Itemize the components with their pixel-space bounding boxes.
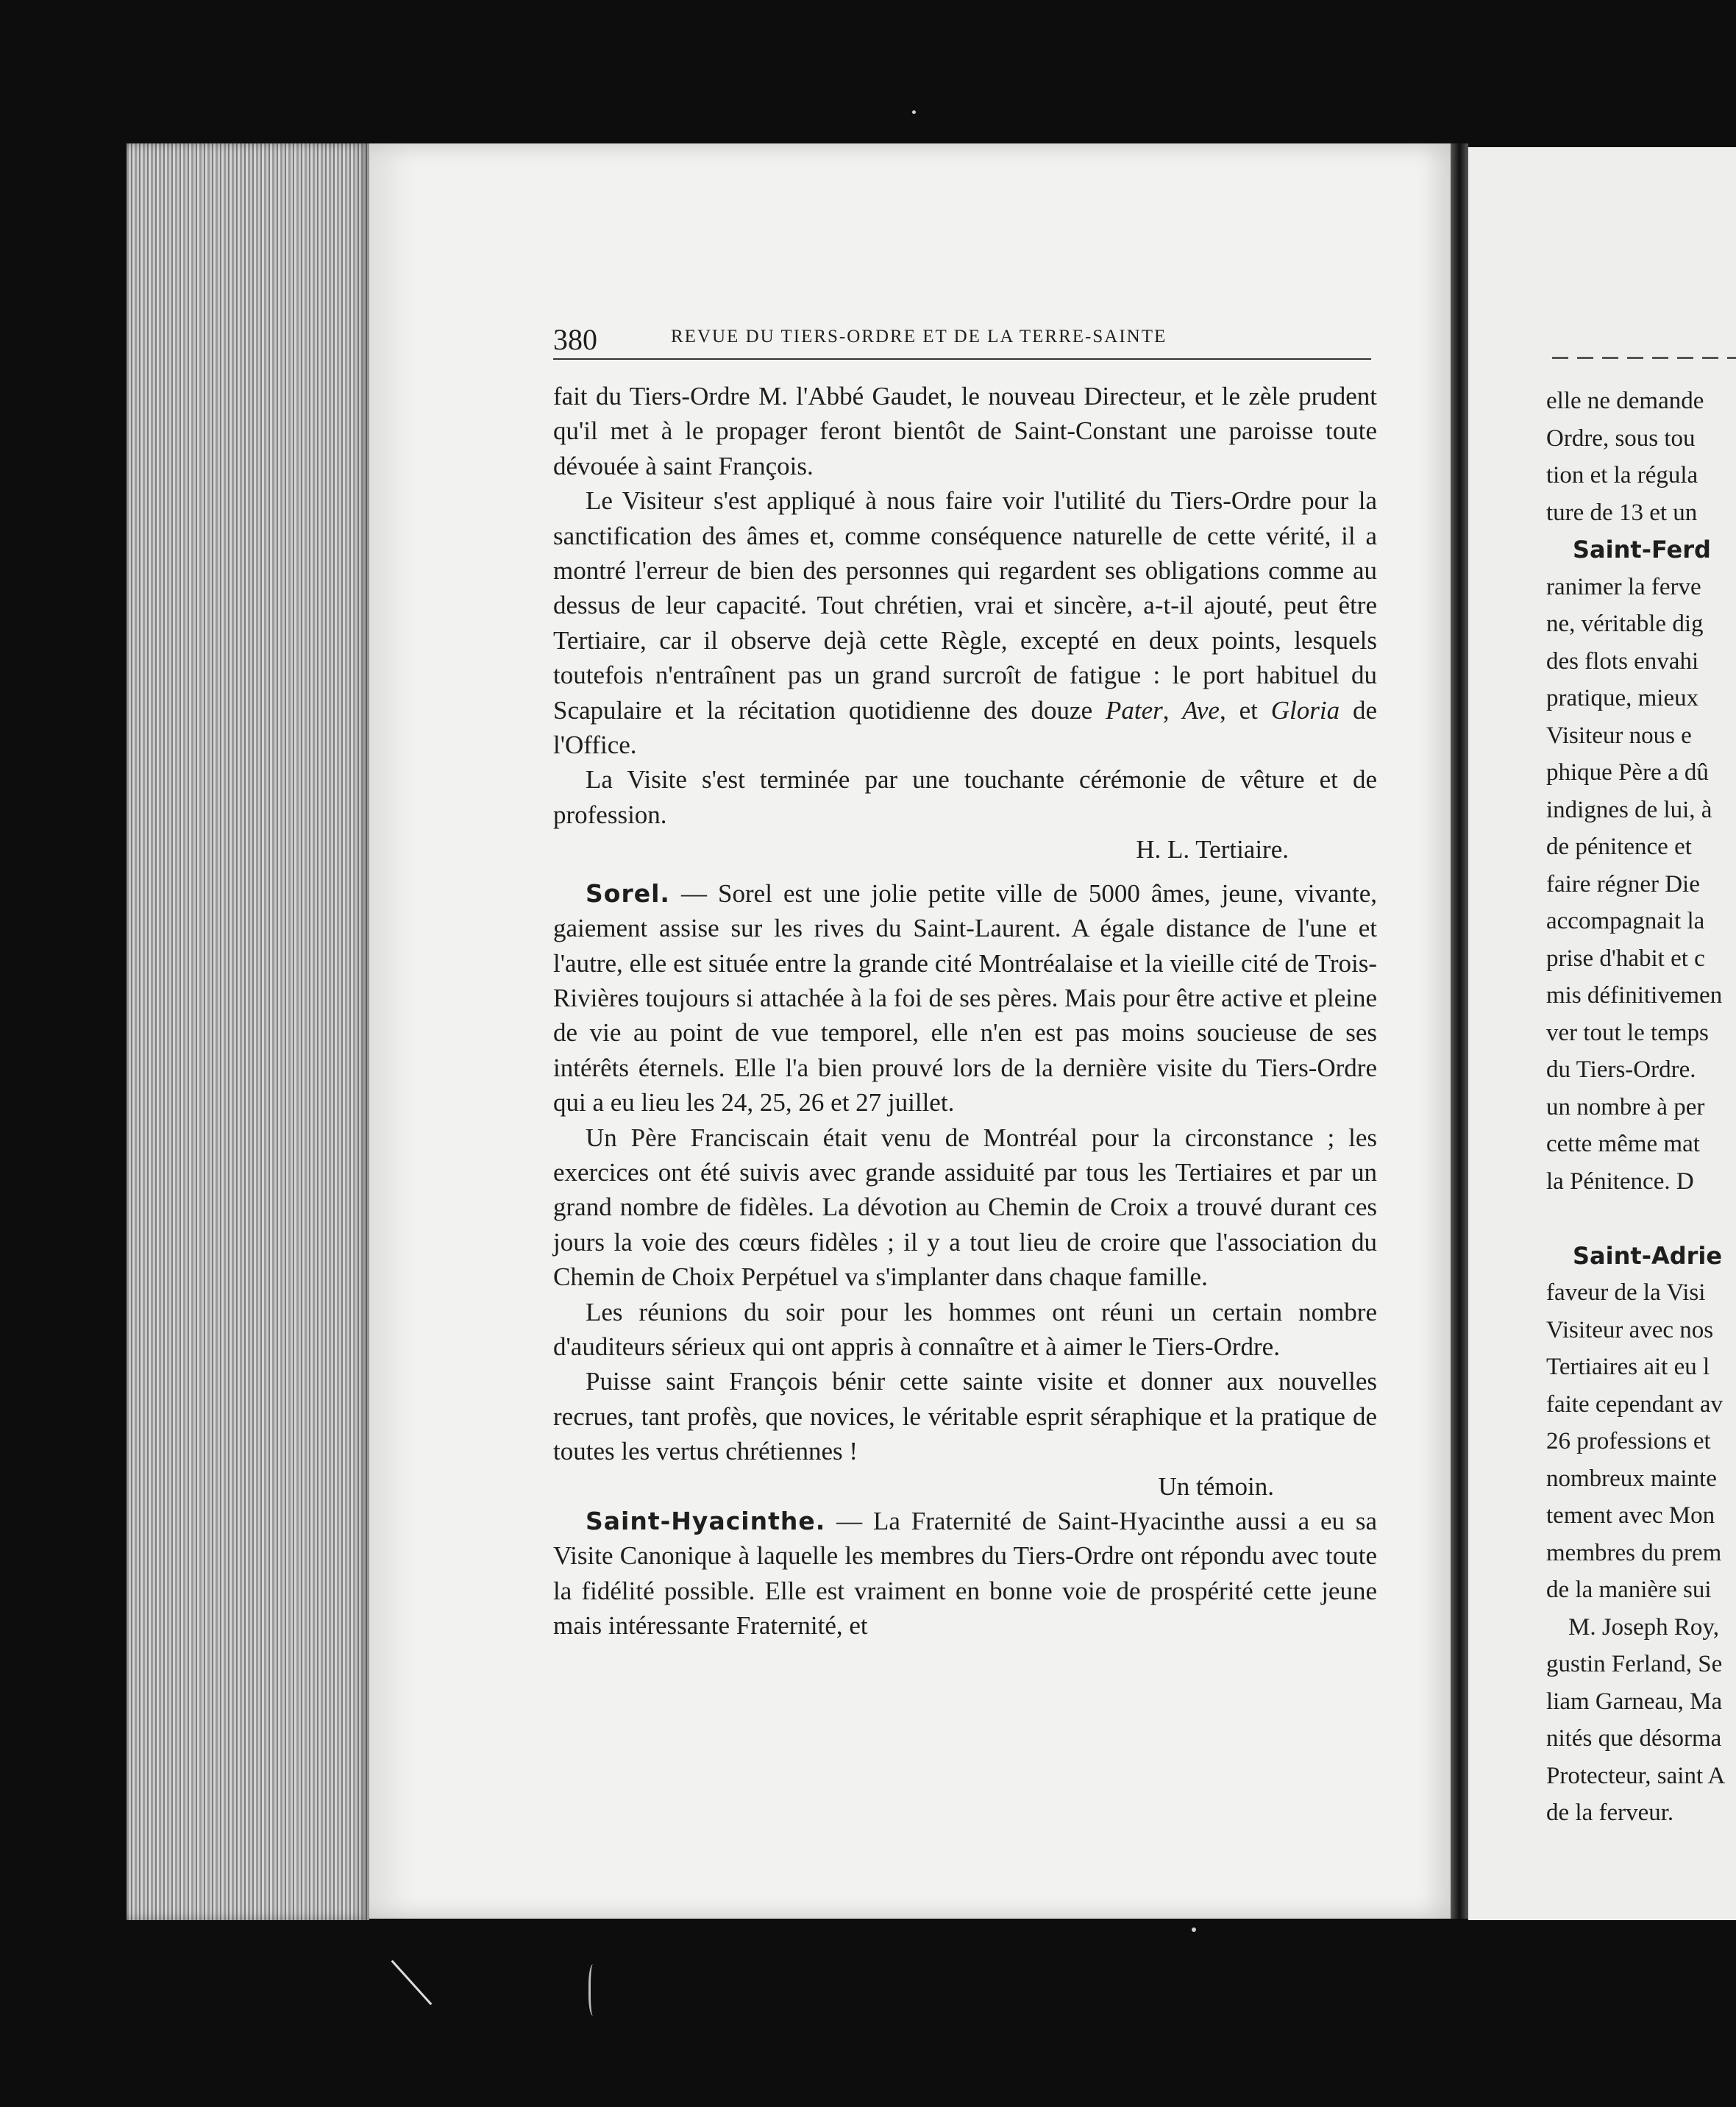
right-page-line: de la manière sui [1546, 1577, 1712, 1603]
paragraph-visiteur-text: Le Visiteur s'est appliqué à nous faire voir l'utilité du Tiers-Ordre pour la sanctification des âmes et, comme conséquence naturelle de cette vérité, il a montré l'erreur de bien des personnes qui regardent ses obligations comme au dessus de leur capacité. Tout chrétien, vrai et sincère, a-t-il ajouté, peut être Tertiaire, car il observe dejà cette Règle, excepté en deux points, lesquels toutefois n'entraînent pas un grand surcroît de fatigue : le port habituel du Scapulaire et la récitation quotidienne des douze [553, 486, 1377, 725]
right-page-line: liam Garneau, Ma [1546, 1688, 1723, 1715]
heading-saint-hyacinthe: Saint-Hyacinthe. [586, 1507, 826, 1535]
speck [1192, 1927, 1196, 1932]
right-page-line: Tertiaires ait eu l [1546, 1354, 1710, 1380]
right-page-line: du Tiers-Ordre. [1546, 1056, 1696, 1083]
right-page-line: de la ferveur. [1546, 1799, 1674, 1826]
paragraph-visiteur-end: de l'Office. [553, 695, 1378, 760]
header-rule [553, 358, 1371, 360]
right-page-line: de pénitence et [1546, 834, 1692, 860]
film-scratch [380, 1960, 433, 2015]
paragraph-visiteur: Le Visiteur s'est appliqué à nous faire voir l'utilité du Tiers-Ordre pour la sanctification des âmes et, comme conséquence naturelle de cette vérité, il a montré l'erreur de bien des personnes qui regardent ses obligations comme au dessus de leur capacité. Tout chrétien, vrai et sincère, a-t-il ajouté, peut être Tertiaire, car il observe dejà cette Règle, excepté en deux points, lesquels toutefois n'entraînent pas un grand surcroît de fatigue : le port habituel du Scapulaire et la récitation quotidienne des douze Pater, Ave, et Gloria de l'Office. [553, 486, 1378, 760]
right-page-line: la Pénitence. D [1546, 1168, 1694, 1195]
right-page-line: tement avec Mon [1546, 1502, 1715, 1529]
page-number: 380 [553, 323, 597, 356]
right-page-line: M. Joseph Roy, [1568, 1613, 1720, 1641]
right-page-line: ver tout le temps [1546, 1019, 1709, 1046]
right-page-line: gustin Ferland, Se [1546, 1651, 1723, 1677]
right-page-line: phique Père a dû [1546, 759, 1709, 786]
right-page-line: un nombre à per [1546, 1093, 1705, 1120]
section-saint-hyacinthe [553, 1504, 1377, 1644]
right-page-line: Visiteur nous e [1546, 722, 1692, 749]
right-page-line: Visiteur avec nos [1546, 1316, 1714, 1343]
signature-hl: H. L. Tertiaire. [1136, 835, 1289, 864]
right-page-line: mis définitivemen [1546, 982, 1723, 1009]
paragraph-reunions: Les réunions du soir pour les hommes ont réuni un certain nombre d'auditeurs sérieux qui ont appris à connaître et à aimer le Tiers-Ordre. [553, 1297, 1377, 1361]
paragraph-continuation: fait du Tiers-Ordre M. l'Abbé Gaudet, le nouveau Directeur, et le zèle prudent qu'il met à le propager feront bientôt de Saint-Constant une paroisse toute dévouée à saint François. [553, 382, 1377, 480]
section-sorel [553, 876, 1377, 1120]
right-page-line: Saint-Adrie [1573, 1241, 1723, 1270]
right-page-line: ture de 13 et un [1546, 499, 1698, 526]
prayer-gloria: Gloria [1270, 695, 1340, 725]
right-page-line: indignes de lui, à [1546, 796, 1712, 823]
saint-hyacinthe-text: — La Fraternité de Saint-Hyacinthe aussi a eu sa Visite Canonique à laquelle les membres du Tiers-Ordre ont répondu avec toute la fidélité possible. Elle est vraiment en bonne voie de prospérité cette jeune mais intéressante Fraternité, et [553, 1507, 1377, 1641]
prayer-ave: Ave [1182, 695, 1220, 725]
right-page-line: Saint-Ferd [1573, 536, 1711, 564]
right-page-line: nités que désorma [1546, 1725, 1722, 1752]
right-page-line [1546, 1200, 1736, 1237]
signature-temoin: Un témoin. [1158, 1471, 1274, 1501]
film-scratch [588, 1964, 600, 2016]
running-title: REVUE DU TIERS-ORDRE ET DE LA TERRE-SAINTE [671, 327, 1167, 347]
right-page-line: pratique, mieux [1546, 685, 1699, 711]
right-page-line: des flots envahi [1546, 647, 1699, 675]
right-page-line: ranimer la ferve [1546, 573, 1701, 600]
right-page-line: faite cependant av [1546, 1390, 1723, 1418]
paragraph-franciscain: Un Père Franciscain était venu de Montréal pour la circonstance ; les exercices ont été suivis avec grande assiduité par tous les Tertiaires et par un grand nombre de fidèles. La dévotion au Chemin de Croix a trouvé durant ces jours la voie des cœurs fidèles ; il y a tout lieu de croire que l'association du Chemin de Choix Perpétuel va s'implanter dans chaque famille. [553, 1123, 1377, 1292]
right-page-line: accompagnait la [1546, 908, 1705, 934]
left-page-text [553, 379, 1377, 1644]
book-gutter [1451, 143, 1468, 1919]
right-page-line: Protecteur, saint A [1546, 1762, 1726, 1789]
right-page-line: Ordre, sous tou [1546, 424, 1696, 452]
right-page-line: membres du prem [1546, 1539, 1722, 1566]
sorel-text: — Sorel est une jolie petite ville de 5000 âmes, jeune, vivante, gaiement assise sur les rives du Saint-Laurent. A égale distance de l'une et l'autre, elle est située entre la grande cité Montréalaise et la vieille cité de Trois-Rivières toujours si attachée à la foi de ses pères. Mais pour être active et pleine de vie au point de vue temporel, elle n'en est pas moins soucieuse de ses intérêts éternels. Elle l'a bien prouvé lors de la dernière visite du Tiers-Ordre qui a eu lieu les 24, 25, 26 et 27 juillet. [553, 878, 1377, 1118]
right-header-rule [1552, 357, 1736, 359]
right-page-line: tion et la régula [1546, 462, 1698, 488]
right-page-line: 26 professions et [1546, 1428, 1711, 1454]
page-header [553, 322, 1370, 363]
right-page-line: faire régner Die [1546, 870, 1700, 898]
heading-sorel: Sorel. [586, 878, 670, 908]
paragraph-ceremonie: La Visite s'est terminée par une touchante cérémonie de vêture et de profession. [553, 765, 1377, 829]
right-page-text [1546, 383, 1736, 1832]
right-page-line: prise d'habit et c [1546, 945, 1705, 972]
speck [912, 110, 916, 114]
right-page-line: faveur de la Visi [1546, 1279, 1706, 1306]
right-page-line: elle ne demande [1546, 388, 1704, 414]
right-page-line: ne, véritable dig [1546, 611, 1704, 637]
prayer-pater: Pater [1106, 695, 1163, 725]
right-page-line: cette même mat [1546, 1131, 1700, 1157]
right-page-line: nombreux mainte [1546, 1465, 1717, 1492]
book-page-edges [127, 143, 369, 1920]
paragraph-puisse: Puisse saint François bénir cette sainte visite et donner aux nouvelles recrues, tant profès, que novices, le véritable esprit séraphique et la pratique de toutes les vertus chrétiennes ! [553, 1367, 1377, 1466]
